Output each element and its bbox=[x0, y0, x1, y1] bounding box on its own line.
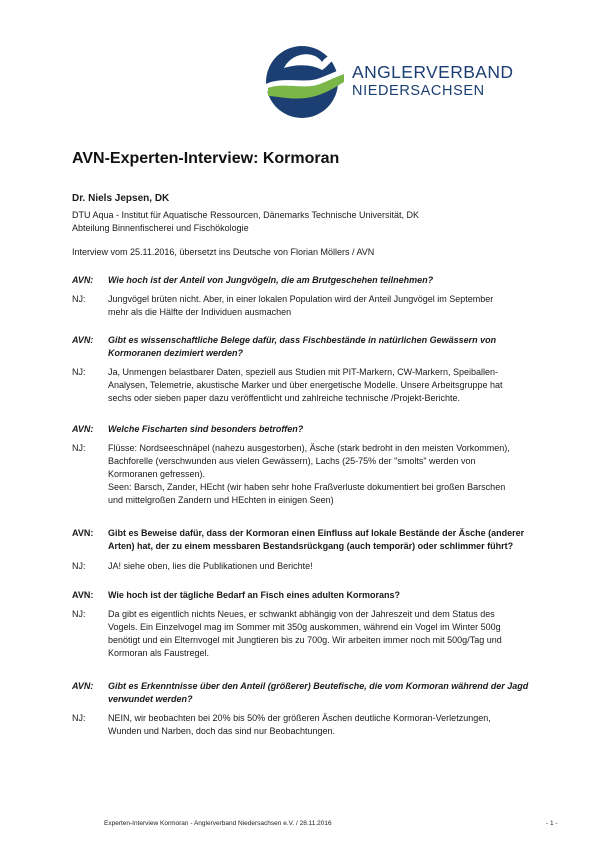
answer-line: und mittelgroßen Zandern und HEchten in einigen Seen) bbox=[108, 495, 334, 505]
answer-line: Seen: Barsch, Zander, HEcht (wir haben sehr hohe Fraßverluste dokumentiert bei großen Barschen bbox=[108, 482, 506, 492]
org-name bbox=[352, 62, 513, 100]
author-name: Dr. Niels Jepsen, DK bbox=[72, 193, 170, 204]
question-text bbox=[108, 423, 548, 436]
question-speaker: AVN: bbox=[72, 275, 94, 285]
answer-line: sechs oder sieben paper dazu veröffentlicht und zahlreiche technische /Projekt-Berichte. bbox=[108, 393, 461, 403]
affiliation-line: DTU Aqua - Institut für Aquatische Ressourcen, Dänemarks Technische Universität, DK bbox=[72, 210, 419, 220]
question-speaker: AVN: bbox=[72, 335, 94, 345]
answer-speaker: NJ: bbox=[72, 294, 86, 304]
question-line: Gibt es wissenschaftliche Belege dafür, dass Fischbestände in natürlichen Gewässern von bbox=[108, 335, 497, 345]
question-line: Gibt es Beweise dafür, dass der Kormoran einen Einfluss auf lokale Bestände der Äsche (anderer bbox=[108, 528, 525, 538]
page-footer: Experten-Interview Kormoran - Anglerverband Niedersachsen e.V. / 28.11.2016 bbox=[104, 820, 332, 827]
question-speaker: AVN: bbox=[72, 681, 94, 691]
answer-text bbox=[108, 442, 548, 507]
question-text bbox=[108, 680, 548, 706]
answer-line: Jungvögel brüten nicht. Aber, in einer lokalen Population wird der Anteil Jungvögel im September bbox=[108, 294, 494, 304]
question-line: Gibt es Erkenntnisse über den Anteil (größerer) Beutefische, die vom Kormoran während der Jagd bbox=[108, 681, 529, 691]
answer-line: Kormoran als Faustregel. bbox=[108, 648, 210, 658]
answer-line: Ja, Unmengen belastbarer Daten, speziell aus Studien mit PIT-Markern, CW-Markern, Speiballen- bbox=[108, 367, 499, 377]
answer-speaker: NJ: bbox=[72, 609, 86, 619]
question-speaker: AVN: bbox=[72, 528, 94, 538]
answer-line: NEIN, wir beobachten bei 20% bis 50% der größeren Äschen deutliche Kormoran-Verletzungen, bbox=[108, 713, 491, 723]
answer-text bbox=[108, 560, 548, 573]
answer-speaker: NJ: bbox=[72, 367, 86, 377]
question-text bbox=[108, 274, 548, 287]
answer-line: mehr als die Hälfte der Individuen ausmachen bbox=[108, 307, 292, 317]
interview-date: Interview vom 25.11.2016, übersetzt ins Deutsche von Florian Möllers / AVN bbox=[72, 247, 375, 257]
page-title: AVN-Experten-Interview: Kormoran bbox=[72, 150, 340, 167]
answer-speaker: NJ: bbox=[72, 713, 86, 723]
org-name-line1: ANGLERVERBAND bbox=[352, 62, 514, 82]
answer-speaker: NJ: bbox=[72, 443, 86, 453]
question-line: Arten) hat, der zu einem messbaren Bestandsrückgang (auch temporär) oder schlimmer führt? bbox=[108, 541, 514, 551]
page-number: - 1 - bbox=[546, 820, 558, 827]
question-line: Wie hoch ist der Anteil von Jungvögeln, die am Brutgeschehen teilnehmen? bbox=[108, 275, 434, 285]
answer-line: Flüsse: Nordseeschnäpel (nahezu ausgestorben), Äsche (stark bedroht in den meisten Vorkommen), bbox=[108, 443, 510, 453]
question-text bbox=[108, 334, 548, 360]
answer-line: Bachforelle (verschwunden aus vielen Gewässern), Lachs (25-75% der "smolts" werden von bbox=[108, 456, 476, 466]
question-line: Kormoranen dezimiert werden? bbox=[108, 348, 244, 358]
answer-line: Analysen, Telemetrie, akustische Marker und über energetische Modelle. Unsere Arbeitsgruppe hat bbox=[108, 380, 503, 390]
answer-line: Vogels. Ein Einzelvogel mag im Sommer mit 350g auskommen, während ein Vogel im Winter 500g bbox=[108, 622, 501, 632]
question-line: verwundet werden? bbox=[108, 694, 193, 704]
answer-line: JA! siehe oben, lies die Publikationen und Berichte! bbox=[108, 561, 313, 571]
answer-line: Kormoranen gefressen). bbox=[108, 469, 206, 479]
answer-text bbox=[108, 712, 548, 738]
question-speaker: AVN: bbox=[72, 424, 94, 434]
answer-line: benötigt und ein Elternvogel mit Jungtieren bis zu 700g. Wir arbeiten immer noch mit 500g/Tag und bbox=[108, 635, 502, 645]
question-text bbox=[108, 527, 548, 553]
question-line: Wie hoch ist der tägliche Bedarf an Fisch eines adulten Kormorans? bbox=[108, 590, 400, 600]
answer-text bbox=[108, 293, 548, 319]
question-speaker: AVN: bbox=[72, 590, 94, 600]
affiliation bbox=[72, 209, 542, 235]
question-line: Welche Fischarten sind besonders betroffen? bbox=[108, 424, 304, 434]
question-text bbox=[108, 589, 548, 602]
anglerverband-logo-icon bbox=[262, 40, 354, 120]
answer-line: Wunden und Narben, doch das sind nur Beobachtungen. bbox=[108, 726, 335, 736]
org-name-line2: NIEDERSACHSEN bbox=[352, 83, 485, 99]
answer-text bbox=[108, 366, 548, 405]
answer-text bbox=[108, 608, 548, 660]
answer-line: Da gibt es eigentlich nichts Neues, er schwankt abhängig von der Jahreszeit und dem Status des bbox=[108, 609, 495, 619]
answer-speaker: NJ: bbox=[72, 561, 86, 571]
affiliation-line: Abteilung Binnenfischerei und Fischökologie bbox=[72, 223, 249, 233]
